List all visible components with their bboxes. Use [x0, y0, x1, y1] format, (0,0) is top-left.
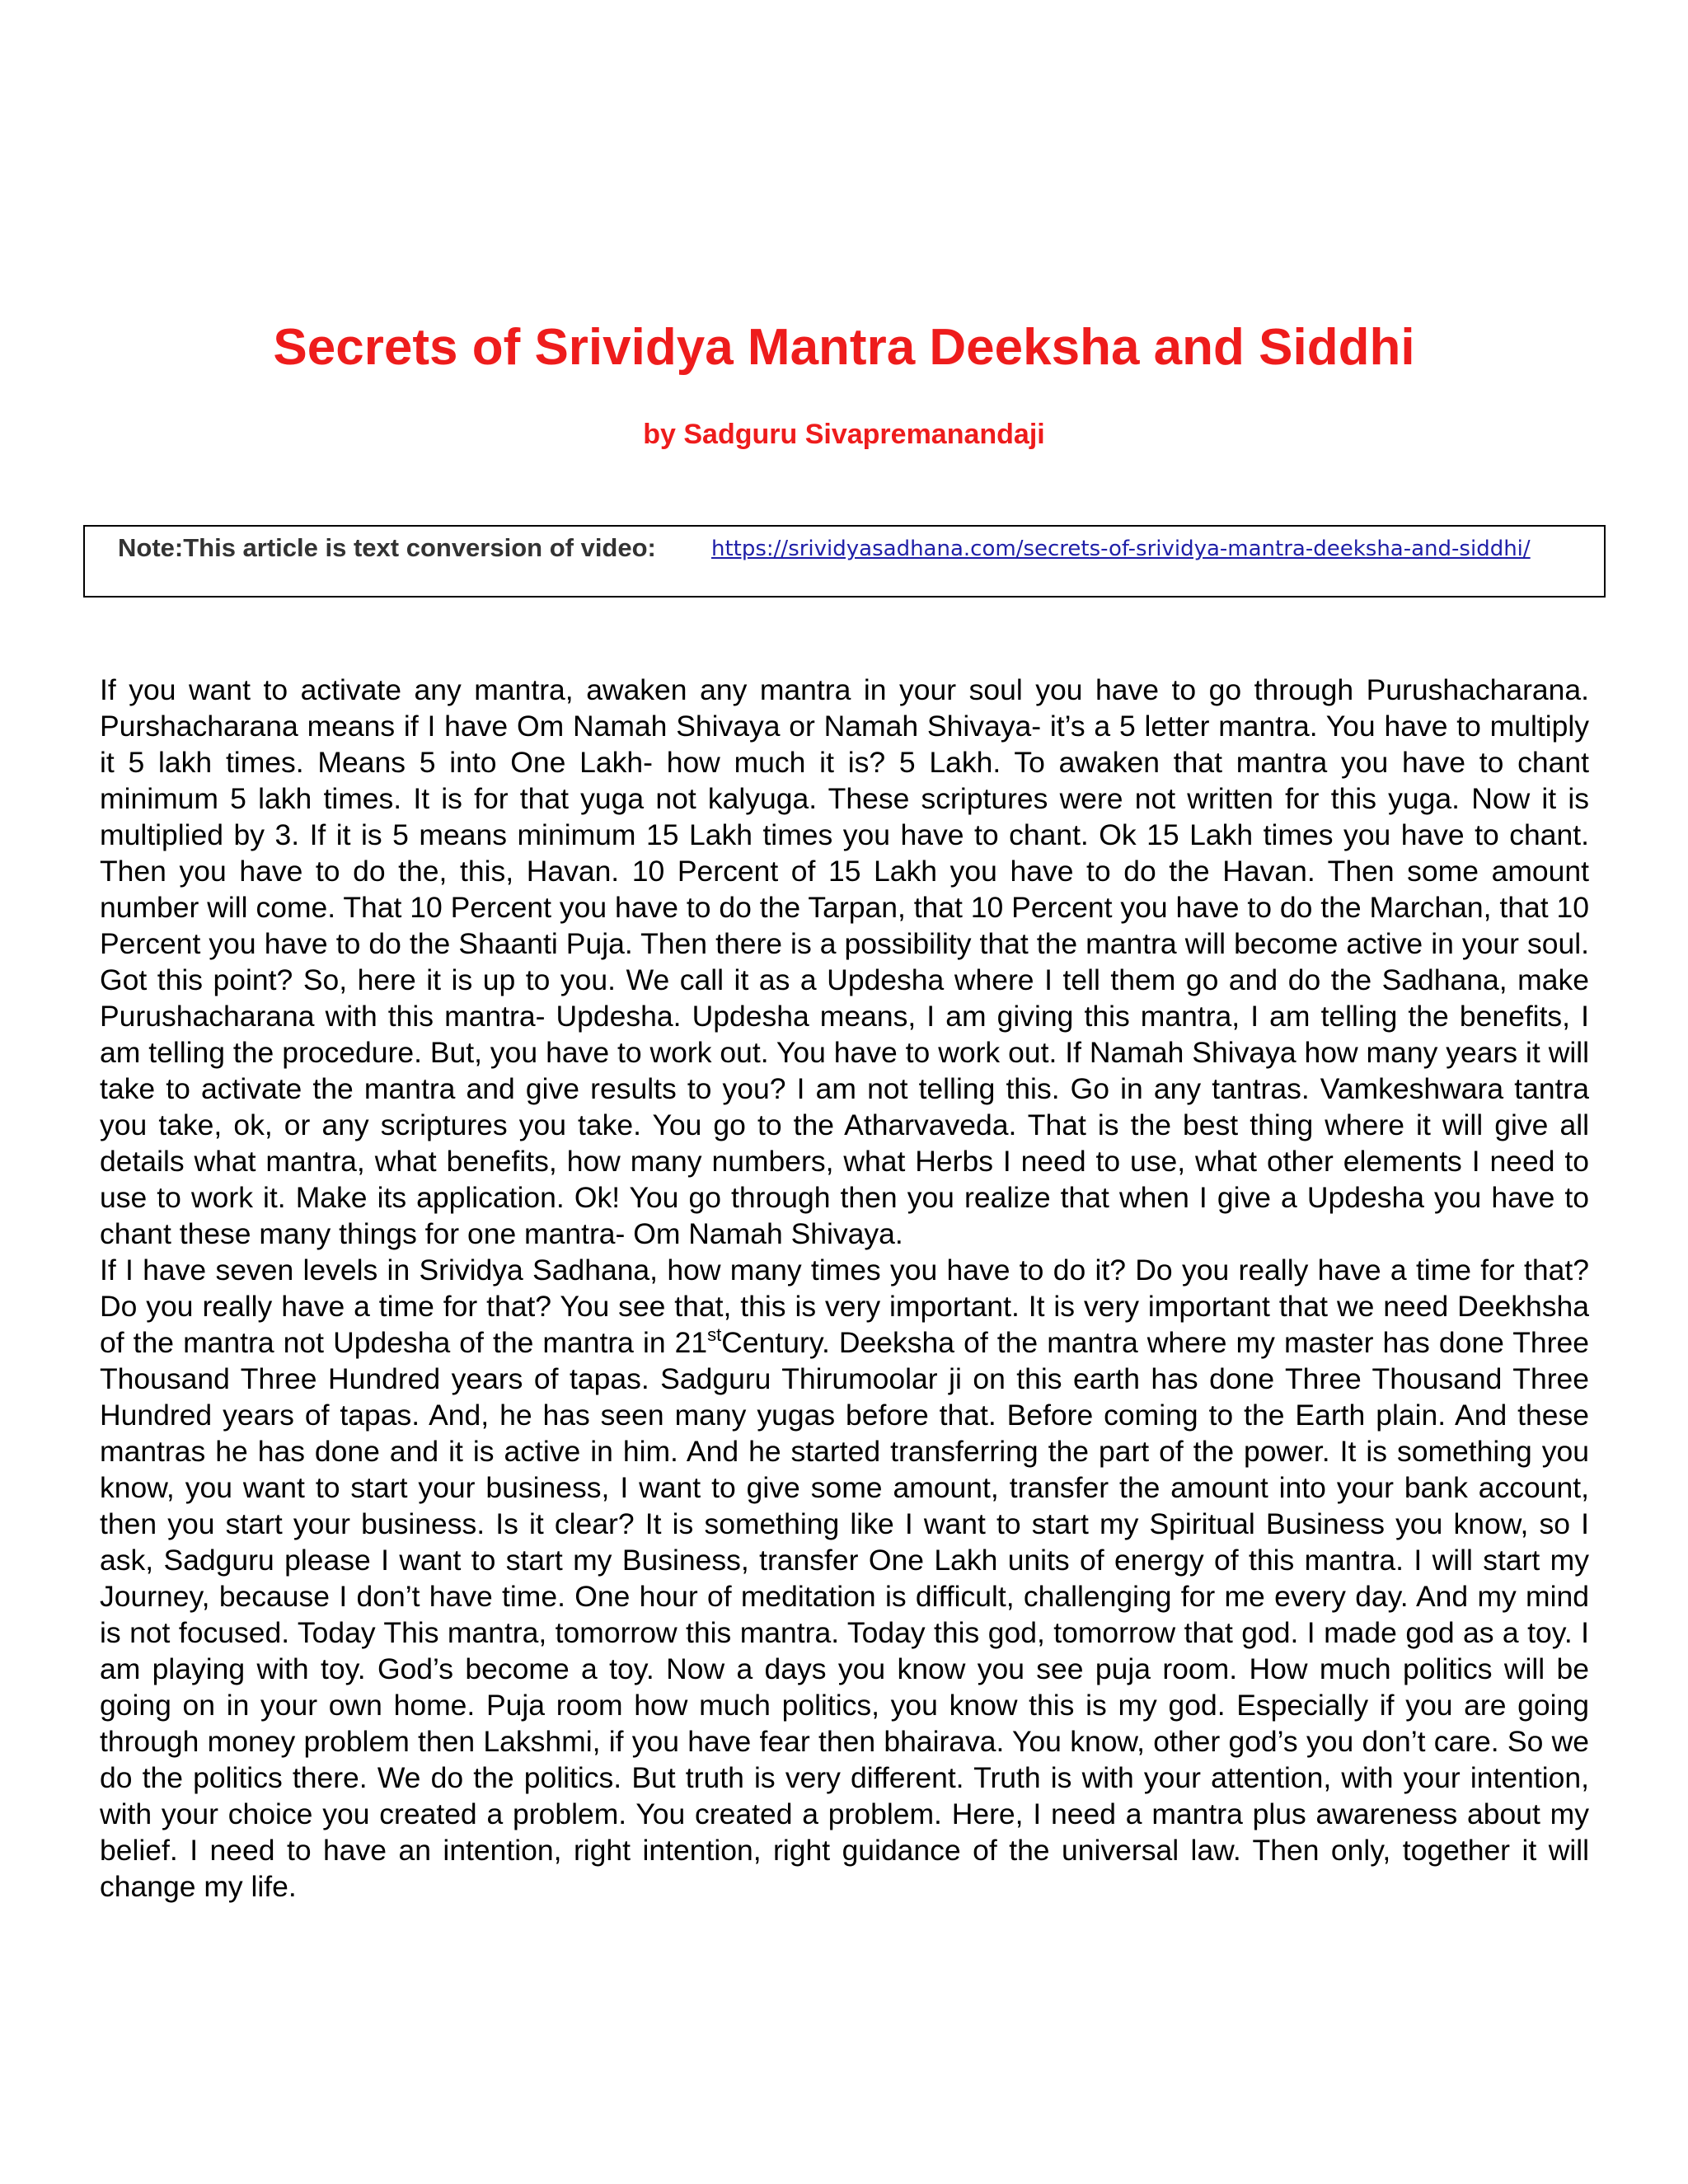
paragraph-2-part-1: If I have seven levels in Srividya Sadhana, how many times you have to do it? Do you really have a time for that? Do you really have a time for that? You see that, this is very important. It is very important that we need Deekhsha of the mantra not Updesha of the mantra in 21 [100, 1254, 1589, 1359]
video-note-box [83, 525, 1606, 598]
paragraph-2-part-2: Century. Deeksha of the mantra where my master has done Three Thousand Three Hundred years of tapas. Sadguru Thirumoolar ji on this earth has done Three Thousand Three Hundred years of tapas. And, he has seen many yugas before that. Before coming to the Earth plain. And these mantras he has done and it is active in him. And he started transferring the part of the power. It is something you know, you want to start your business, I want to give some amount, transfer the amount into your bank account, then you start your business. Is it clear? It is something like I want to start my Spiritual Business you know, so I ask, Sadguru please I want to start my Business, transfer One Lakh units of energy of this mantra. I will start my Journey, because I don’t have time. One hour of meditation is difficult, challenging for me every day. And my mind is not focused. Today This mantra, tomorrow this mantra. Today this god, tomorrow that god. I made god as a toy. I am playing with toy. God’s become a toy. Now a days you know you see puja room. How much politics will be going on in your own home. Puja room how much politics, you know this is my god. Especially if you are going through money problem then Lakshmi, if you have fear then bhairava. You know, other god’s you don’t care. So we do the politics there. We do the politics. But truth is very different. Truth is with your attention, with your intention, with your choice you created a problem. You created a problem. Here, I need a mantra plus awareness about my belief. I need to have an intention, right intention, right guidance of the universal law. Then only, together it will change my life. [100, 1326, 1589, 1903]
article-byline: by Sadguru Sivapremanandaji [643, 419, 1045, 450]
video-link[interactable]: https://srividyasadhana.com/secrets-of-srividya-mantra-deeksha-and-siddhi/ [711, 537, 1531, 561]
article-body [100, 672, 1589, 1905]
ordinal-suffix: st [707, 1324, 722, 1345]
paragraph-1: If you want to activate any mantra, awaken any mantra in your soul you have to go through Purushacharana. Purshacharana means if I have Om Namah Shivaya or Namah Shivaya- it’s a 5 letter mantra. You have to multiply it 5 lakh times. Means 5 into One Lakh- how much it is? 5 Lakh. To awaken that mantra you have to chant minimum 5 lakh times. It is for that yuga not kalyuga. These scriptures were not written for this yuga. Now it is multiplied by 3. If it is 5 means minimum 15 Lakh times you have to chant. Ok 15 Lakh times you have to chant. Then you have to do the, this, Havan. 10 Percent of 15 Lakh you have to do the Havan. Then some amount number will come. That 10 Percent you have to do the Tarpan, that 10 Percent you have to do the Marchan, that 10 Percent you have to do the Shaanti Puja. Then there is a possibility that the mantra will become active in your soul. Got this point? So, here it is up to you. We call it as a Updesha where I tell them go and do the Sadhana, make Purushacharana with this mantra- Updesha. Updesha means, I am giving this mantra, I am telling the benefits, I am telling the procedure. But, you have to work out. You have to work out. If Namah Shivaya how many years it will take to activate the mantra and give results to you? I am not telling this. Go in any tantras. Vamkeshwara tantra you take, ok, or any scriptures you take. You go to the Atharvaveda. That is the best thing where it will give all details what mantra, what benefits, how many numbers, what Herbs I need to use, what other elements I need to use to work it. Make its application. Ok! You go through then you realize that when I give a Updesha you have to chant these many things for one mantra- Om Namah Shivaya. [100, 673, 1589, 1250]
article-title: Secrets of Srividya Mantra Deeksha and Siddhi [273, 319, 1415, 376]
paragraph-2 [100, 1252, 1589, 1905]
video-note-label: Note:This article is text conversion of video: [118, 533, 656, 562]
